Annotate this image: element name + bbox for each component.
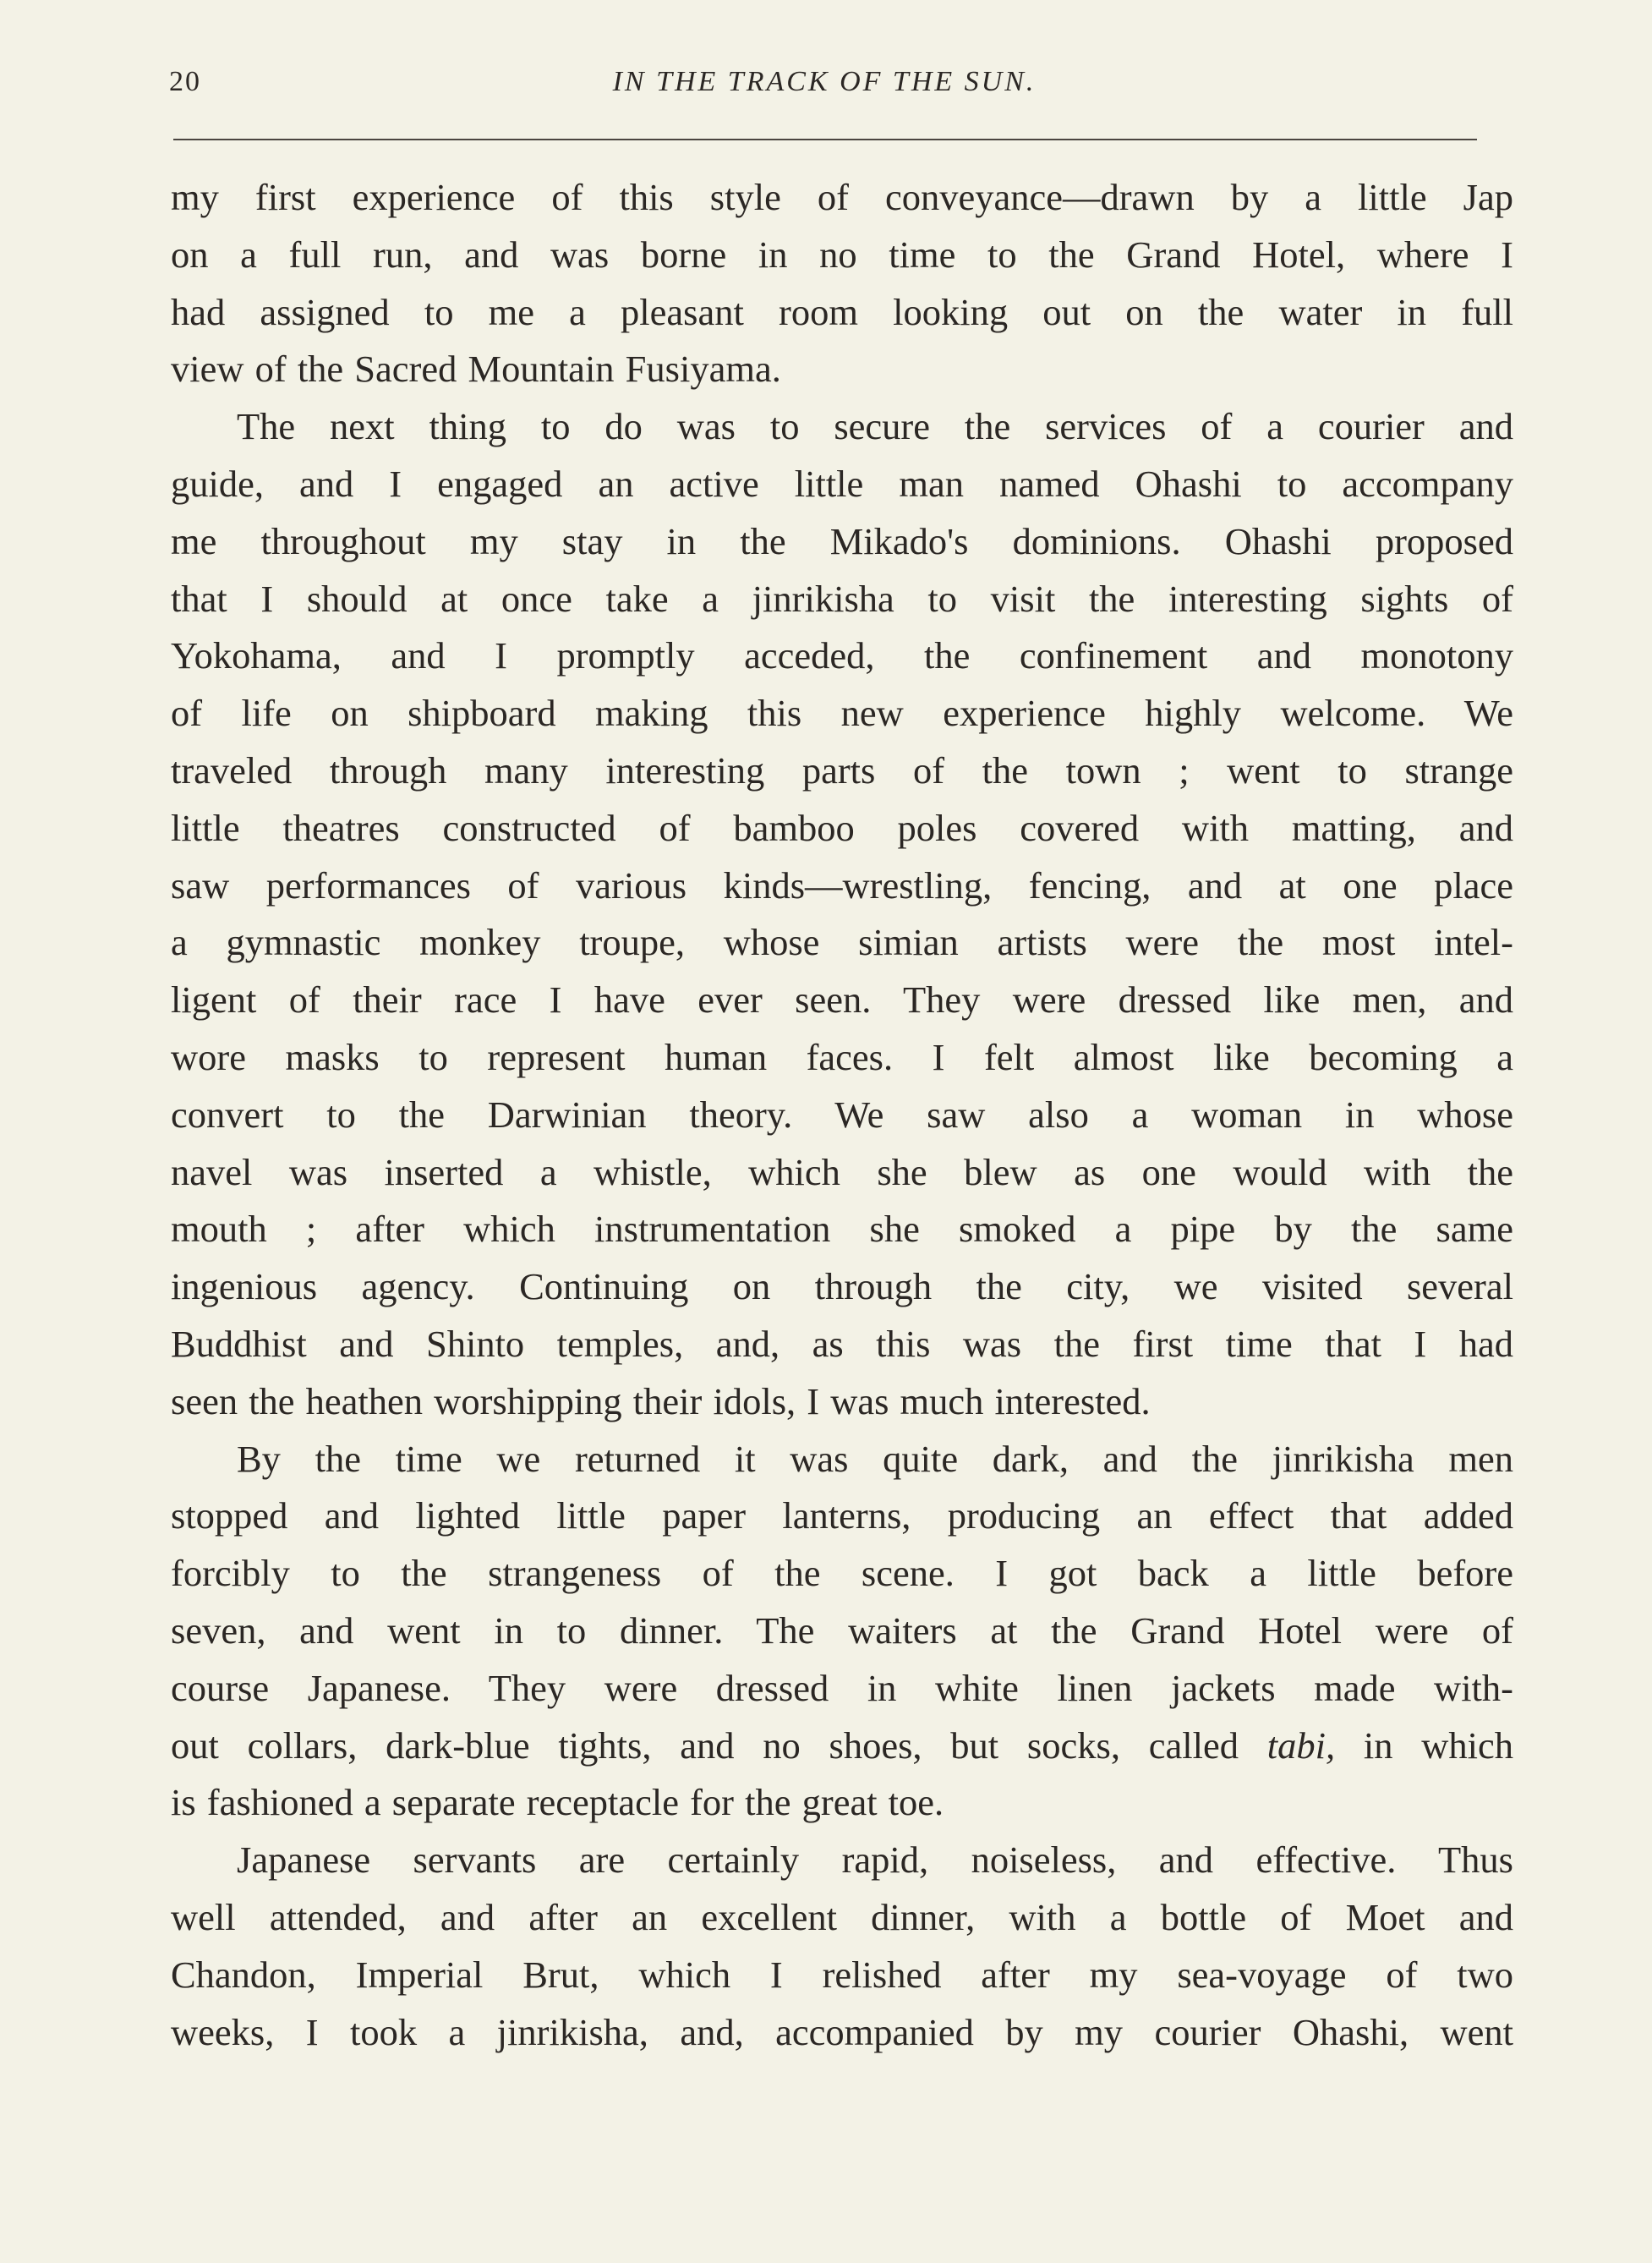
text-line: By the time we returned it was quite dark, and the jinrikisha men	[237, 1437, 1513, 1480]
page-number: 20	[169, 66, 201, 97]
text-line-with-italic	[171, 1718, 1513, 1775]
text-line: Buddhist and Shinto temples, and, as this was the first time that I had	[171, 1322, 1513, 1365]
header-rule	[173, 139, 1477, 140]
text-line: of life on shipboard making this new experience highly welcome. We	[171, 692, 1513, 735]
text-line: on a full run, and was borne in no time to the Grand Hotel, where I	[171, 233, 1513, 276]
paragraph-4	[171, 1832, 1513, 2061]
text-line: ingenious agency. Continuing on through the city, we visited several	[171, 1265, 1513, 1308]
text-line: mouth ; after which instrumentation she smoked a pipe by the same	[171, 1208, 1513, 1251]
text-line: saw performances of various kinds—wrestling, fencing, and at one place	[171, 863, 1513, 907]
text-line: traveled through many interesting parts of the town ; went to strange	[171, 748, 1513, 792]
text-line: a gymnastic monkey troupe, whose simian artists were the most intel-	[171, 921, 1513, 964]
text-line: is fashioned a separate receptacle for the great toe.	[171, 1781, 944, 1824]
text-line: had assigned to me a pleasant room looking out on the water in full	[171, 290, 1513, 333]
text-line: weeks, I took a jinrikisha, and, accompanied by my courier Ohashi, went	[171, 2010, 1513, 2053]
text-line: seven, and went in to dinner. The waiters at the Grand Hotel were of	[171, 1608, 1513, 1652]
text-line: ligent of their race I have ever seen. They were dressed like men, and	[171, 978, 1513, 1022]
text-line: convert to the Darwinian theory. We saw also a woman in whose	[171, 1093, 1513, 1136]
italic-term: tabi,	[1266, 1723, 1336, 1767]
text-line: seen the heathen worshipping their idols, I was much interested.	[171, 1379, 1151, 1422]
text-segment: out collars, dark-blue tights, and no shoes, but socks, called	[171, 1723, 1267, 1767]
text-line: forcibly to the strangeness of the scene. I got back a little before	[171, 1552, 1513, 1595]
text-line: little theatres constructed of bamboo poles covered with matting, and	[171, 806, 1513, 849]
text-line: navel was inserted a whistle, which she blew as one would with the	[171, 1150, 1513, 1193]
text-line: that I should at once take a jinrikisha to visit the interesting sights of	[171, 577, 1513, 620]
text-line: guide, and I engaged an active little man named Ohashi to accompany	[171, 462, 1513, 505]
text-segment: in which	[1335, 1723, 1513, 1767]
text-line: well attended, and after an excellent dinner, with a bottle of Moet and	[171, 1895, 1513, 1938]
paragraph-3	[171, 1431, 1513, 1833]
text-line: The next thing to do was to secure the services of a courier and	[237, 405, 1513, 448]
text-line: view of the Sacred Mountain Fusiyama.	[171, 348, 781, 391]
running-head	[169, 66, 1480, 107]
text-line: Chandon, Imperial Brut, which I relished after my sea-voyage of two	[171, 1953, 1513, 1996]
text-line: stopped and lighted little paper lanterns, producing an effect that added	[171, 1494, 1513, 1537]
paragraph-2	[171, 398, 1513, 1430]
running-title: IN THE TRACK OF THE SUN.	[612, 66, 1037, 97]
text-line: my first experience of this style of conveyance—drawn by a little Jap	[171, 176, 1513, 218]
text-line: course Japanese. They were dressed in white linen jackets made with-	[171, 1666, 1513, 1709]
text-line: me throughout my stay in the Mikado's dominions. Ohashi proposed	[171, 519, 1513, 562]
text-line: Japanese servants are certainly rapid, noiseless, and effective. Thus	[237, 1838, 1513, 1882]
text-line: wore masks to represent human faces. I felt almost like becoming a	[171, 1035, 1513, 1078]
paragraph-1	[171, 169, 1513, 398]
text-line: Yokohama, and I promptly acceded, the confinement and monotony	[171, 634, 1513, 677]
body-text	[171, 169, 1513, 2061]
